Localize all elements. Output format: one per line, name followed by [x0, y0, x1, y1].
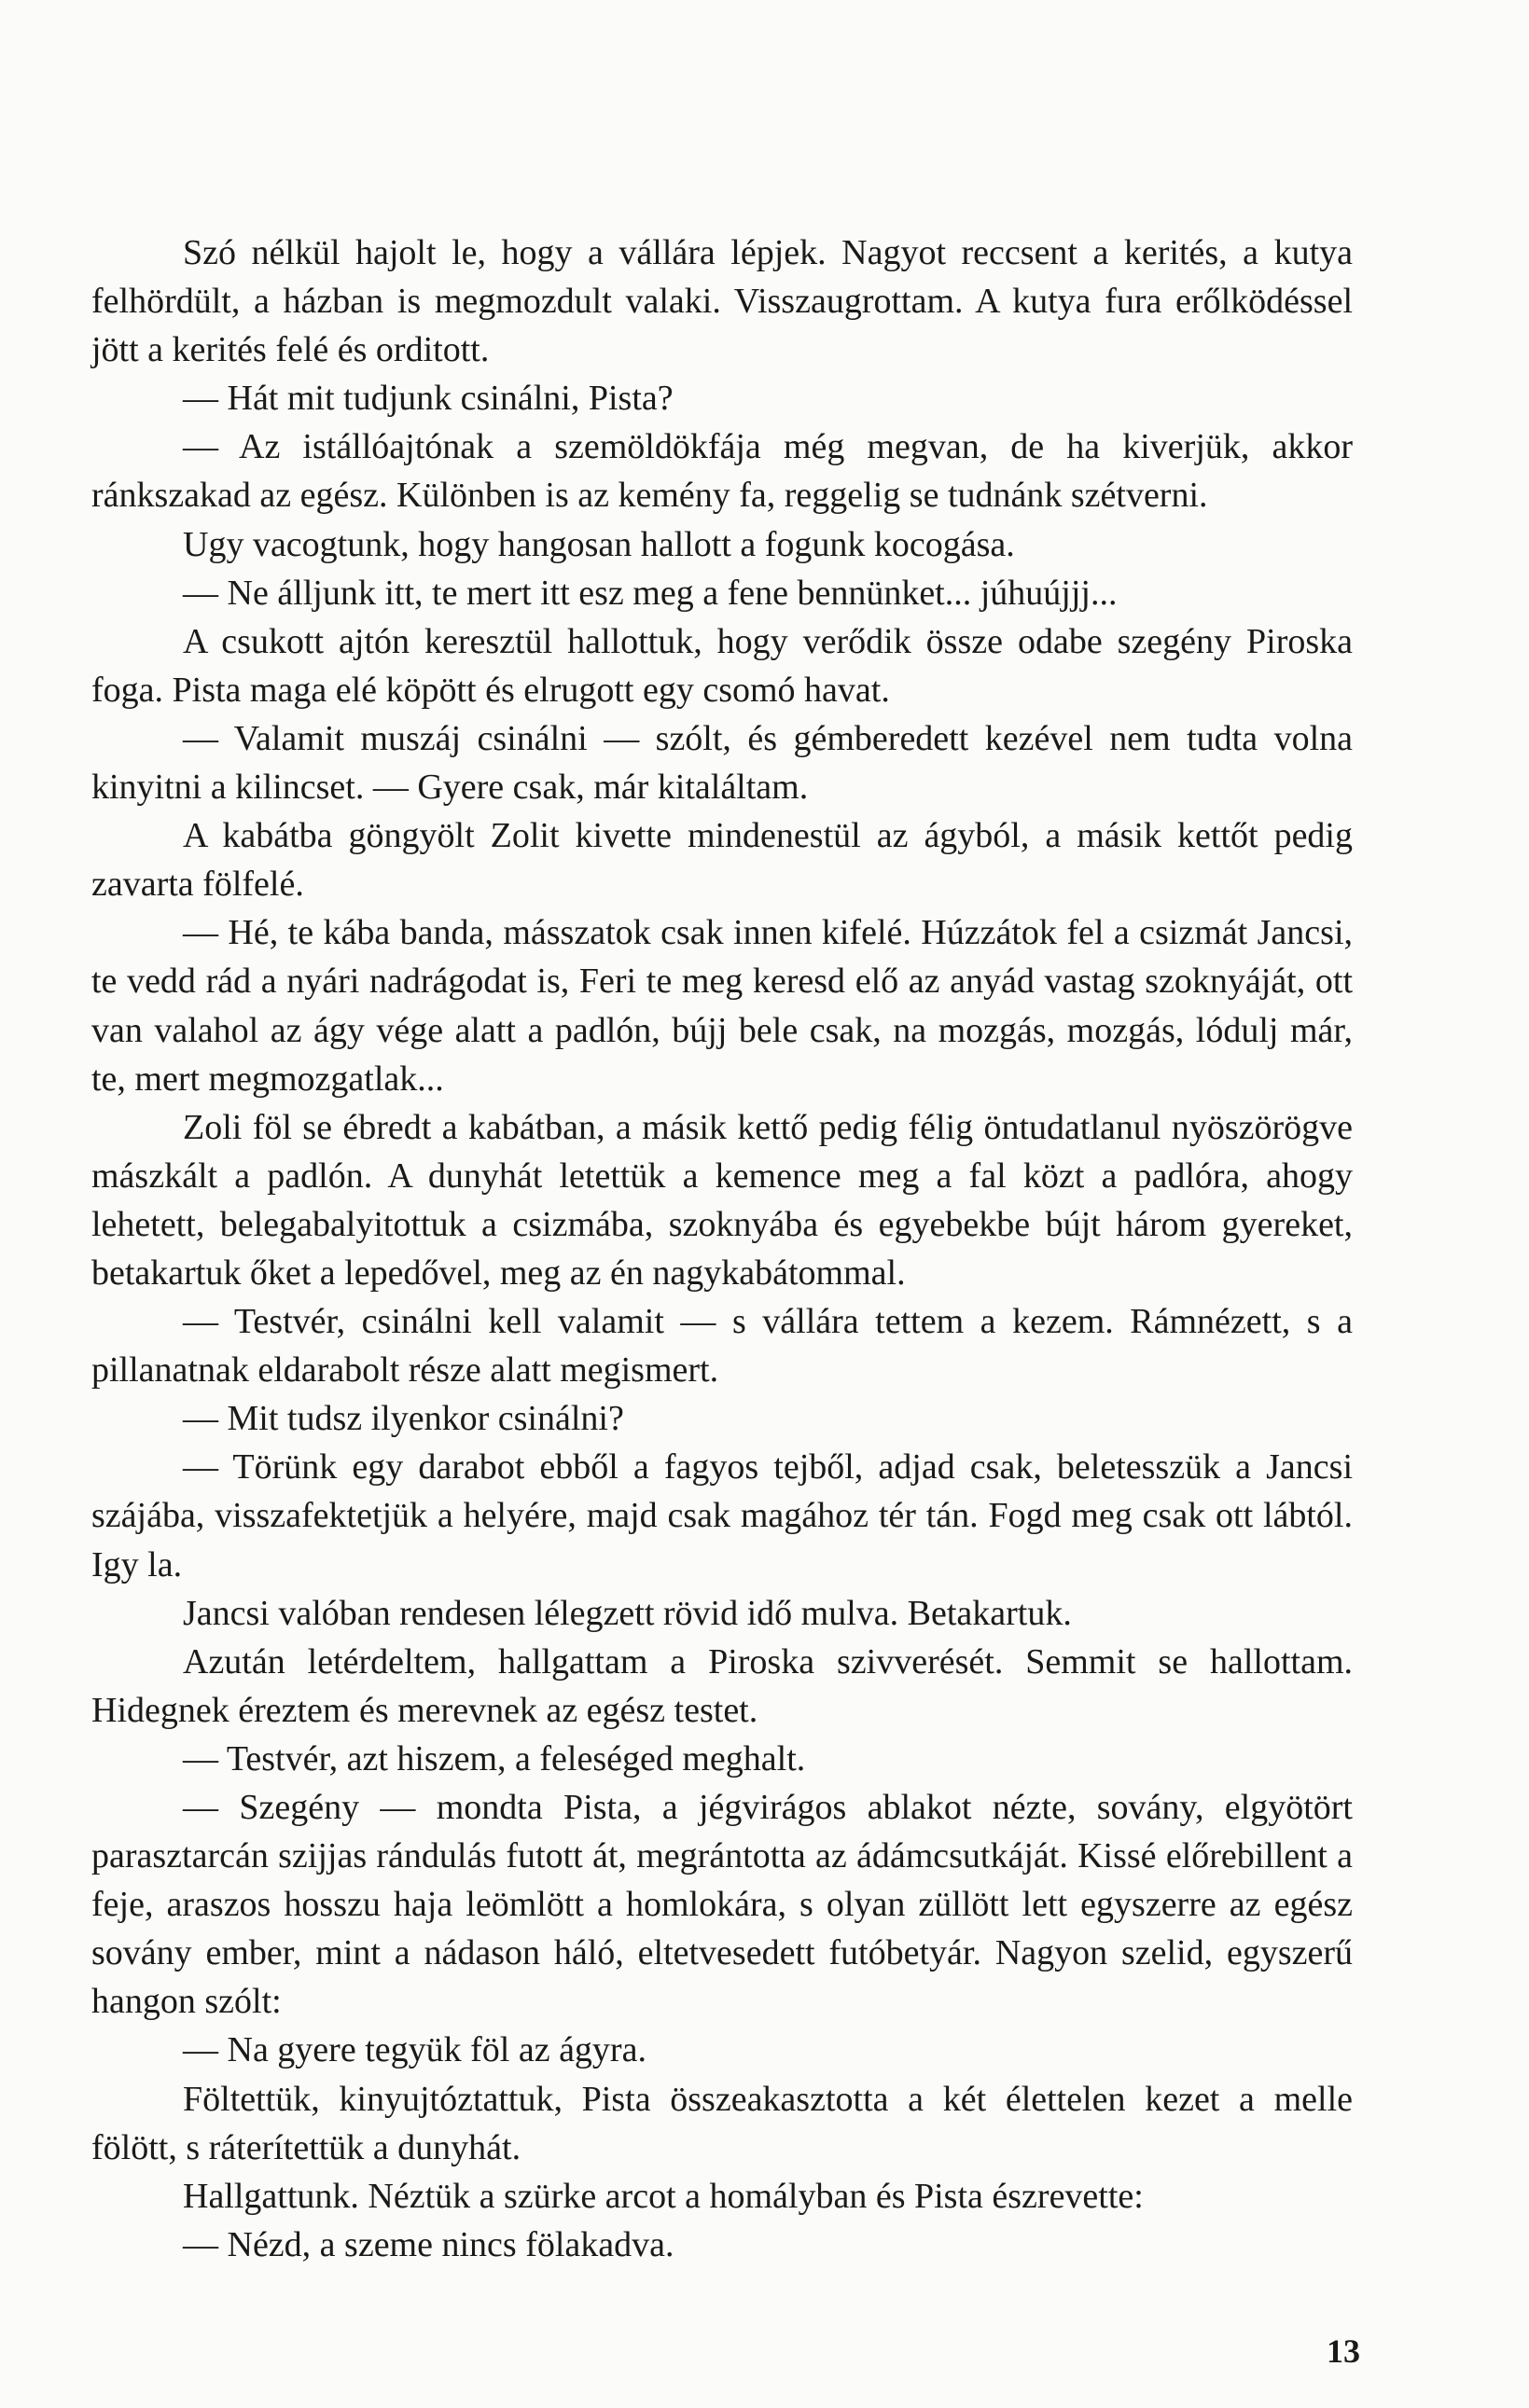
paragraph: Azután letérdeltem, hallgattam a Piroska szivverését. Semmit se hallottam. Hidegnek éreztem és merevnek az egész testet. [91, 1641, 1353, 1730]
paragraph: Jancsi valóban rendesen lélegzett rövid idő mulva. Betakartuk. [183, 1593, 1072, 1633]
paragraph: Zoli föl se ébredt a kabátban, a másik kettő pedig félig öntudatlanul nyöszörögve mászkált a padlón. A dunyhát letettük a kemence meg a fal közt a padlóra, ahogy lehetett, belegabalyitottuk a csizmába, szoknyába és egyebekbe bújt három gyereket, betakartuk őket a lepedővel, meg az én nagykabátommal. [91, 1107, 1353, 1293]
paragraph: A csukott ajtón keresztül hallottuk, hogy verődik össze odabe szegény Piroska foga. Pista maga elé köpött és elrugott egy csomó havat. [91, 621, 1353, 710]
paragraph: — Valamit muszáj csinálni — szólt, és gémberedett kezével nem tudta volna kinyitni a kilincset. — Gyere csak, már kitaláltam. [91, 718, 1353, 808]
paragraph: — Törünk egy darabot ebből a fagyos tejből, adjad csak, beletesszük a Jancsi szájába, visszafektetjük a helyére, majd csak magához tér tán. Fogd meg csak ott lábtól. Igy la. [91, 1447, 1353, 1585]
paragraph: — Az istállóajtónak a szemöldökfája még megvan, de ha kiverjük, akkor ránkszakad az egész. Különben is az kemény fa, reggelig se tudnánk szétverni. [91, 427, 1353, 516]
paragraph: Szó nélkül hajolt le, hogy a vállára lépjek. Nagyot reccsent a kerités, a kutya felhördült, a házban is megmozdult valaki. Visszaugrottam. A kutya fura erőlködéssel jött a kerités felé és orditott. [91, 233, 1353, 370]
paragraph: A kabátba göngyölt Zolit kivette mindenestül az ágyból, a másik kettőt pedig zavarta fölfelé. [91, 816, 1353, 905]
paragraph: — Na gyere tegyük föl az ágyra. [183, 2030, 646, 2070]
paragraph: — Mit tudsz ilyenkor csinálni? [183, 1399, 624, 1439]
paragraph: Hallgattunk. Néztük a szürke arcot a homályban és Pista észrevette: [183, 2176, 1144, 2216]
paragraph: — Ne álljunk itt, te mert itt esz meg a fene bennünket... júhuújjj... [183, 573, 1118, 613]
paragraph: — Hát mit tudjunk csinálni, Pista? [183, 379, 674, 419]
paragraph: — Testvér, azt hiszem, a feleséged meghalt. [183, 1738, 806, 1778]
paragraph: — Hé, te kába banda, másszatok csak innen kifelé. Húzzátok fel a csizmát Jancsi, te vedd rád a nyári nadrágodat is, Feri te meg keresd elő az anyád vastag szoknyáját, ott van valahol az ágy vége alatt a padlón, bújj bele csak, na mozgás, mozgás, lódulj már, te, mert megmozgatlak... [91, 913, 1353, 1099]
paragraph: — Szegény — mondta Pista, a jégvirágos ablakot nézte, sovány, elgyötört parasztarcán szijjas rándulás futott át, megrántotta az ádámcsutkáját. Kissé előrebillent a feje, araszos hosszu haja leömlött a homlokára, s olyan züllött lett egyszerre az egész sovány ember, mint a nádason háló, eltetvesedett futóbetyár. Nagyon szelid, egyszerű hangon szólt: [91, 1788, 1353, 2022]
paragraph: Ugy vacogtunk, hogy hangosan hallott a fogunk kocogása. [183, 524, 1015, 564]
page-body-text [91, 228, 1353, 2269]
paragraph: — Nézd, a szeme nincs fölakadva. [183, 2224, 674, 2264]
page-number: 13 [1327, 2332, 1360, 2370]
paragraph: Föltettük, kinyujtóztattuk, Pista összeakasztotta a két élettelen kezet a melle fölött, s ráterítettük a dunyhát. [91, 2079, 1353, 2167]
paragraph: — Testvér, csinálni kell valamit — s vállára tettem a kezem. Rámnézett, s a pillanatnak eldarabolt része alatt megismert. [91, 1302, 1353, 1391]
